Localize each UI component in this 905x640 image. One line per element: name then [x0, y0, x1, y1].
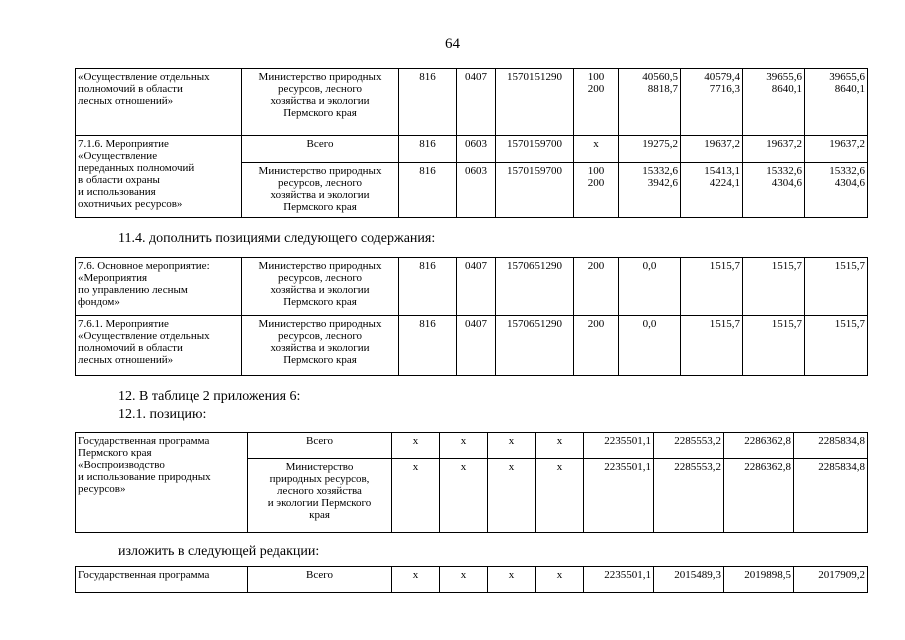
page-number: 64 — [445, 36, 460, 52]
table-row — [76, 567, 868, 593]
vr-cell: 100 200 — [574, 69, 619, 136]
year3-cell: 2019898,5 — [724, 567, 794, 593]
year2-cell: 40579,4 7716,3 — [681, 69, 743, 136]
year1-cell: 2235501,1 — [584, 433, 654, 459]
grbs-cell: 816 — [399, 69, 457, 136]
code-cell: х — [488, 433, 536, 459]
paragraph-11-4: 11.4. дополнить позициями следующего содержания: — [118, 231, 436, 246]
paragraph-12-1: 12.1. позицию: — [118, 407, 207, 422]
year3-cell: 1515,7 — [743, 316, 805, 376]
executor-cell: Министерство природных ресурсов, лесного хозяйства и экологии Пермского края — [242, 258, 399, 316]
year2-cell: 19637,2 — [681, 136, 743, 163]
vr-cell: 100 200 — [574, 163, 619, 218]
csr-cell: 1570151290 — [496, 69, 574, 136]
year2-cell: 1515,7 — [681, 316, 743, 376]
year4-cell: 2285834,8 — [794, 459, 868, 533]
vr-cell: 200 — [574, 258, 619, 316]
year3-cell: 39655,6 8640,1 — [743, 69, 805, 136]
executor-cell: Всего — [242, 136, 399, 163]
table-row — [76, 69, 868, 136]
year4-cell: 2017909,2 — [794, 567, 868, 593]
csr-cell: 1570651290 — [496, 316, 574, 376]
code-cell: х — [536, 567, 584, 593]
rz-cell: 0407 — [457, 316, 496, 376]
table-row — [76, 316, 868, 376]
code-cell: х — [536, 433, 584, 459]
year1-cell: 0,0 — [619, 258, 681, 316]
year4-cell: 1515,7 — [805, 258, 868, 316]
year4-cell: 15332,6 4304,6 — [805, 163, 868, 218]
grbs-cell: 816 — [399, 258, 457, 316]
vr-cell: 200 — [574, 316, 619, 376]
executor-cell: Министерство природных ресурсов, лесного хозяйства и экологии Пермского края — [248, 459, 392, 533]
year1-cell: 2235501,1 — [584, 459, 654, 533]
table-row — [76, 433, 868, 459]
grbs-cell: 816 — [399, 163, 457, 218]
executor-cell: Всего — [248, 433, 392, 459]
measure-name: 7.6. Основное мероприятие: «Мероприятия по управлению лесным фондом» — [76, 258, 242, 316]
year3-cell: 1515,7 — [743, 258, 805, 316]
code-cell: х — [392, 459, 440, 533]
measure-name: 7.1.6. Мероприятие «Осуществление переданных полномочий в области охраны и использования охотничьих ресурсов» — [76, 136, 242, 218]
measure-name: «Осуществление отдельных полномочий в области лесных отношений» — [76, 69, 242, 136]
table-current-position — [75, 432, 868, 533]
year3-cell: 15332,6 4304,6 — [743, 163, 805, 218]
executor-cell: Министерство природных ресурсов, лесного хозяйства и экологии Пермского края — [242, 163, 399, 218]
code-cell: х — [440, 459, 488, 533]
code-cell: х — [536, 459, 584, 533]
year4-cell: 39655,6 8640,1 — [805, 69, 868, 136]
measure-name: 7.6.1. Мероприятие «Осуществление отдельных полномочий в области лесных отношений» — [76, 316, 242, 376]
year3-cell: 2286362,8 — [724, 459, 794, 533]
program-name: Государственная программа — [76, 567, 248, 593]
year1-cell: 40560,5 8818,7 — [619, 69, 681, 136]
executor-cell: Министерство природных ресурсов, лесного хозяйства и экологии Пермского края — [242, 316, 399, 376]
program-name: Государственная программа Пермского края «Воспроизводство и использование природных ресурсов» — [76, 433, 248, 533]
paragraph-12: 12. В таблице 2 приложения 6: — [118, 389, 301, 404]
csr-cell: 1570159700 — [496, 163, 574, 218]
year2-cell: 2285553,2 — [654, 459, 724, 533]
vr-cell: х — [574, 136, 619, 163]
code-cell: х — [440, 567, 488, 593]
paragraph-edit: изложить в следующей редакции: — [118, 544, 320, 559]
year2-cell: 1515,7 — [681, 258, 743, 316]
code-cell: х — [488, 567, 536, 593]
year4-cell: 19637,2 — [805, 136, 868, 163]
year4-cell: 2285834,8 — [794, 433, 868, 459]
year2-cell: 2285553,2 — [654, 433, 724, 459]
year1-cell: 15332,6 3942,6 — [619, 163, 681, 218]
year3-cell: 19637,2 — [743, 136, 805, 163]
executor-cell: Министерство природных ресурсов, лесного хозяйства и экологии Пермского края — [242, 69, 399, 136]
code-cell: х — [488, 459, 536, 533]
year2-cell: 15413,1 4224,1 — [681, 163, 743, 218]
grbs-cell: 816 — [399, 136, 457, 163]
table-continuation — [75, 68, 868, 218]
rz-cell: 0407 — [457, 69, 496, 136]
grbs-cell: 816 — [399, 316, 457, 376]
csr-cell: 1570159700 — [496, 136, 574, 163]
year1-cell: 0,0 — [619, 316, 681, 376]
year2-cell: 2015489,3 — [654, 567, 724, 593]
year1-cell: 19275,2 — [619, 136, 681, 163]
rz-cell: 0603 — [457, 136, 496, 163]
year3-cell: 2286362,8 — [724, 433, 794, 459]
rz-cell: 0407 — [457, 258, 496, 316]
rz-cell: 0603 — [457, 163, 496, 218]
table-row — [76, 136, 868, 163]
year4-cell: 1515,7 — [805, 316, 868, 376]
code-cell: х — [392, 433, 440, 459]
code-cell: х — [440, 433, 488, 459]
table-row — [76, 258, 868, 316]
code-cell: х — [392, 567, 440, 593]
table-new-edition — [75, 566, 868, 593]
executor-cell: Всего — [248, 567, 392, 593]
year1-cell: 2235501,1 — [584, 567, 654, 593]
table-new-positions — [75, 257, 868, 376]
csr-cell: 1570651290 — [496, 258, 574, 316]
